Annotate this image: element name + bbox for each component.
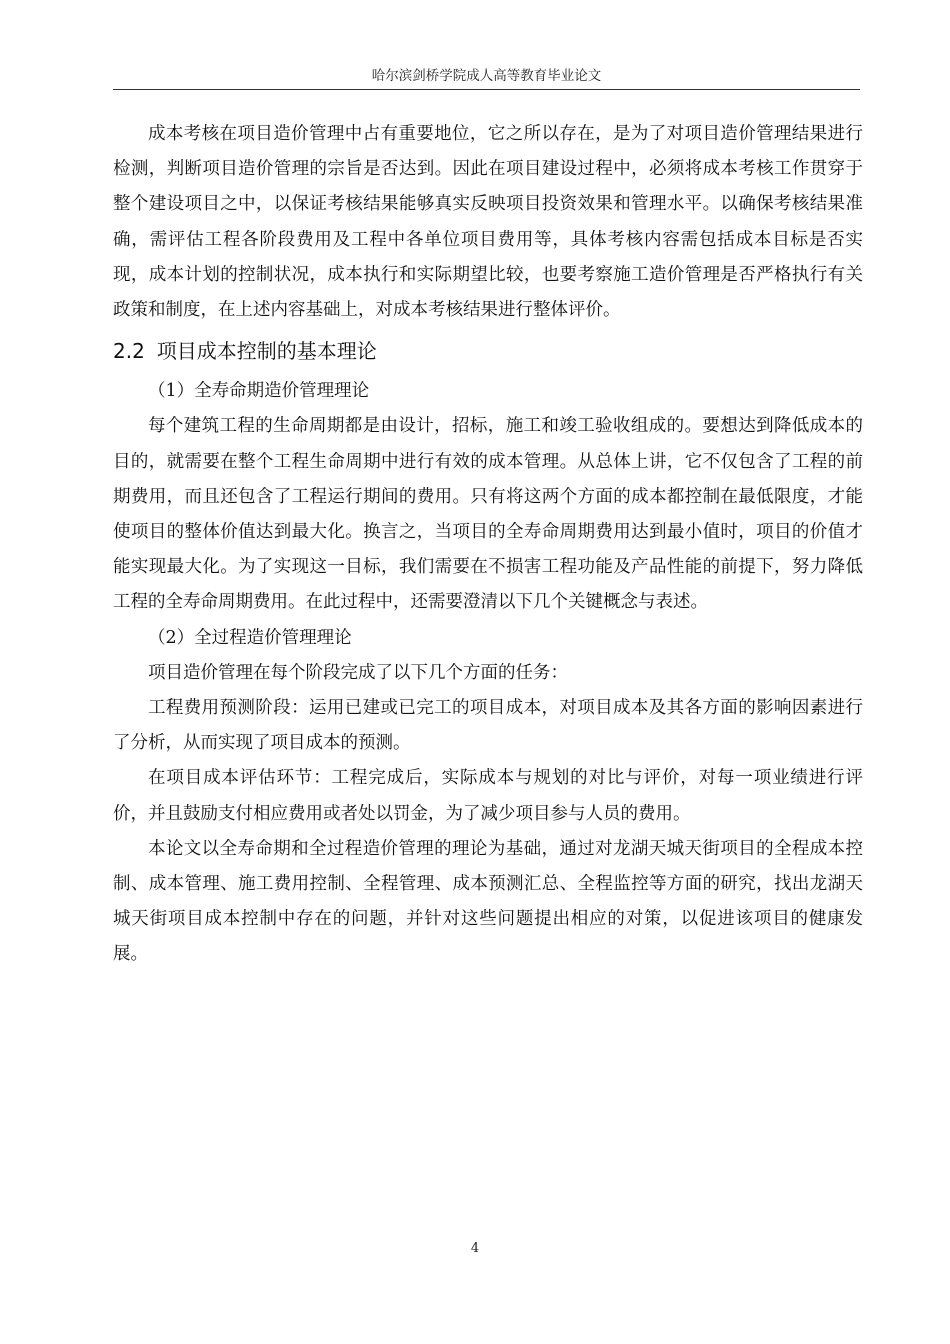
paragraph-thesis-summary: 本论文以全寿命期和全过程造价管理的理论为基础，通过对龙湖天城天街项目的全程成本控制、成本管理、施工费用控制、全程管理、成本预测汇总、全程监控等方面的研究，找出龙湖天城天街项目成本控制中存在的问题，并针对这些问题提出相应的对策，以促进该项目的健康发展。 [113, 838, 863, 965]
subsection-heading-whole-process: （2）全过程造价管理理论 [148, 627, 352, 648]
paragraph-cost-assessment: 成本考核在项目造价管理中占有重要地位，它之所以存在，是为了对项目造价管理结果进行检测，判断项目造价管理的宗旨是否达到。因此在项目建设过程中，必须将成本考核工作贯穿于整个建设项目之中，以保证考核结果能够真实反映项目投资效果和管理水平。以确保考核结果准确，需评估工程各阶段费用及工程中各单位项目费用等，具体考核内容需包括成本目标是否实现，成本计划的控制状况，成本执行和实际期望比较，也要考察施工造价管理是否严格执行有关政策和制度，在上述内容基础上，对成本考核结果进行整体评价。 [113, 124, 863, 321]
paragraph-lifecycle: 每个建筑工程的生命周期都是由设计，招标，施工和竣工验收组成的。要想达到降低成本的目的，就需要在整个工程生命周期中进行有效的成本管理。从总体上讲，它不仅包含了工程的前期费用，而且还包含了工程运行期间的费用。只有将这两个方面的成本都控制在最低限度，才能使项目的整体价值达到最大化。换言之，当项目的全寿命周期费用达到最小值时，项目的价值才能实现最大化。为了实现这一目标，我们需要在不损害工程功能及产品性能的前提下，努力降低工程的全寿命周期费用。在此过程中，还需要澄清以下几个关键概念与表述。 [113, 416, 863, 613]
paragraph-tasks-intro: 项目造价管理在每个阶段完成了以下几个方面的任务： [148, 662, 568, 683]
running-header: 哈尔滨剑桥学院成人高等教育毕业论文 [371, 68, 602, 84]
section-number: 2.2 [113, 339, 145, 364]
paragraph-cost-evaluation: 在项目成本评估环节：工程完成后，实际成本与规划的对比与评价，对每一项业绩进行评价，并且鼓励支付相应费用或者处以罚金，为了减少项目参与人员的费用。 [113, 768, 863, 824]
section-title: 项目成本控制的基本理论 [156, 339, 377, 364]
header-rule [113, 89, 860, 90]
subsection-heading-lifecycle: （1）全寿命期造价管理理论 [148, 381, 370, 402]
section-heading [113, 328, 863, 374]
page-body [113, 117, 863, 973]
paragraph-cost-prediction: 工程费用预测阶段：运用已建或已完工的项目成本，对项目成本及其各方面的影响因素进行了分析，从而实现了项目成本的预测。 [113, 698, 863, 754]
page-number: 4 [470, 1241, 480, 1256]
